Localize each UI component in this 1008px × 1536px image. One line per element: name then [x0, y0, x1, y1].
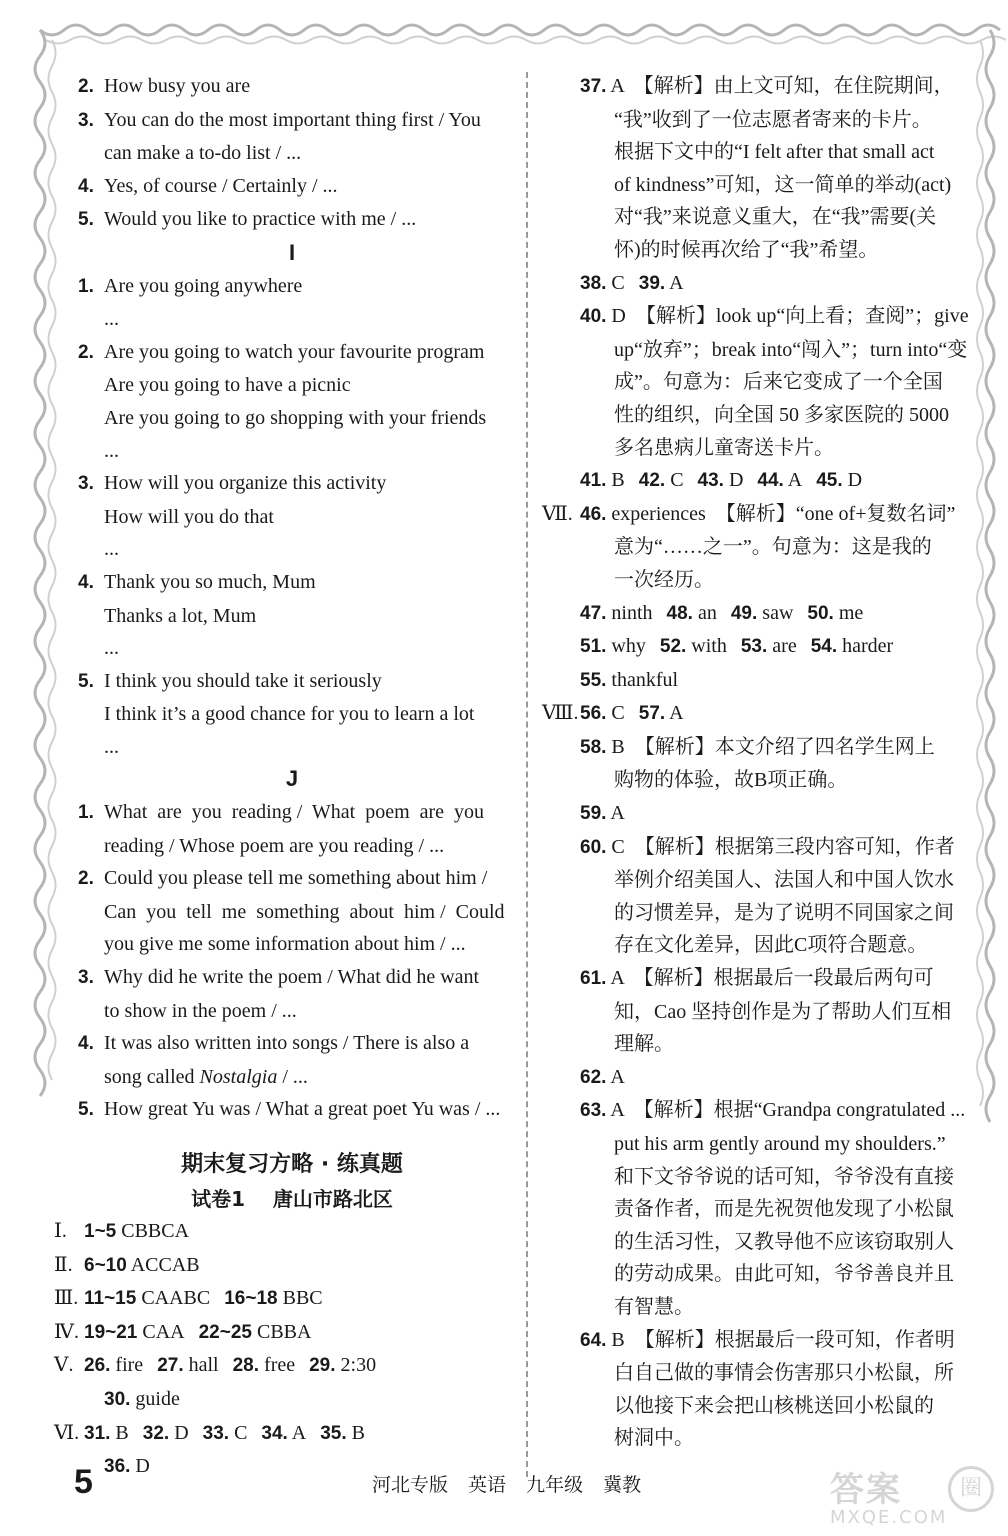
item-text: It was also written into songs / There is also a	[104, 1032, 470, 1055]
answer-value: saw	[762, 601, 794, 624]
answer-value: C	[611, 702, 625, 725]
answer-key-row	[546, 1061, 976, 1095]
answer-continuation: can make a to-do list / ...	[104, 142, 302, 165]
question-number: 35.	[320, 1422, 347, 1444]
answer-key-row	[546, 831, 976, 865]
answer-value: A	[669, 702, 684, 725]
explanation-continuation: 知，Cao 坚持创作是为了帮助人们互相	[614, 1000, 952, 1023]
answer-value: D 【解析】look up“向上看；查阅”；give	[611, 305, 969, 328]
explanation-continuation: 树洞中。	[614, 1427, 694, 1450]
question-number: 50.	[807, 602, 834, 624]
explanation-continuation: 白自己做的事情会伤害那只小松鼠，所	[614, 1362, 954, 1385]
question-number: 45.	[816, 470, 843, 492]
answer-value: A	[291, 1421, 307, 1444]
right-column	[542, 70, 976, 1455]
watermark-top: 答案	[830, 1470, 902, 1510]
roman-numeral: Ⅳ.	[54, 1320, 79, 1343]
answer-key-row	[546, 664, 976, 698]
item-text: How busy you are	[104, 75, 251, 97]
answer-line	[78, 862, 506, 896]
explanation-continuation: 一次经历。	[614, 568, 714, 591]
section-heading: I	[288, 239, 296, 265]
answer-value: A	[610, 1065, 625, 1088]
item-number: 3.	[78, 967, 94, 989]
answer-value: are	[772, 635, 797, 658]
roman-numeral: Ⅷ.	[542, 702, 579, 725]
answer-continuation: reading / Whose poem are you reading / ...	[104, 834, 445, 857]
answer-key-row	[546, 70, 976, 104]
footer-text: 河北专版 英语 九年级 冀教	[372, 1474, 642, 1496]
item-number: 4.	[78, 1033, 94, 1055]
item-number: 2.	[78, 868, 94, 890]
roman-numeral: Ⅱ.	[54, 1253, 73, 1276]
watermark-bottom: MXQE.COM	[830, 1507, 948, 1528]
answer-value: ninth	[611, 601, 653, 624]
question-number: 22~25	[198, 1321, 252, 1343]
answer-line	[78, 203, 506, 237]
question-number: 48.	[666, 602, 693, 624]
answer-key-row	[54, 1282, 506, 1316]
question-number: 38.	[580, 272, 607, 294]
item-number: 1.	[78, 275, 94, 297]
explanation-continuation: 存在文化差异，因此C项符合题意。	[614, 934, 928, 957]
answer-key-row	[546, 731, 976, 765]
question-number: 58.	[580, 736, 607, 758]
answer-value: D	[135, 1455, 150, 1478]
watermark-logo	[830, 1462, 1000, 1532]
question-number: 52.	[659, 636, 687, 658]
item-text: Why did he write the poem / What did he want	[104, 966, 480, 989]
question-number: 62.	[580, 1066, 607, 1088]
answer-line	[78, 665, 506, 699]
answer-value: C	[670, 469, 684, 492]
answer-value: 2:30	[340, 1354, 377, 1377]
answer-continuation: Can you tell me something about him / Could	[104, 900, 505, 923]
explanation-continuation: 性的组织，向全国 50 多家医院的 5000	[614, 403, 949, 426]
question-number: 29.	[309, 1355, 336, 1377]
answer-continuation: to show in the poem / ...	[104, 999, 297, 1022]
answer-continuation: ...	[104, 308, 119, 331]
answer-key-row	[546, 1094, 976, 1128]
question-number: 57.	[638, 703, 666, 725]
question-number: 54.	[810, 636, 838, 658]
item-text: Are you going to watch your favourite program	[104, 340, 485, 363]
answer-value: CBBA	[256, 1320, 312, 1343]
question-number: 41.	[580, 470, 607, 492]
item-number: 4.	[78, 571, 94, 593]
answer-continuation: I think it’s a good chance for you to learn a lot	[104, 703, 475, 726]
item-text: Yes, of course / Certainly / ...	[104, 174, 338, 197]
question-number: 32.	[142, 1422, 170, 1444]
column-divider	[526, 72, 528, 1477]
question-number: 33.	[202, 1422, 230, 1444]
answer-value: thankful	[611, 668, 679, 691]
answer-value: BBC	[282, 1287, 323, 1310]
answer-value: CAA	[142, 1320, 185, 1343]
answer-value: CBBCA	[121, 1220, 190, 1242]
explanation-continuation: 购物的体验，故B项正确。	[614, 769, 848, 792]
answer-value: A	[669, 271, 684, 294]
item-text: I think you should take it seriously	[104, 669, 382, 692]
item-text: Are you going anywhere	[104, 274, 303, 297]
question-number: 37.	[580, 76, 607, 97]
explanation-continuation: 意为“……之一”。句意为：这是我的	[614, 536, 932, 559]
answer-value: A	[610, 802, 625, 825]
question-number: 6~10	[84, 1254, 127, 1276]
roman-numeral: Ⅴ.	[54, 1354, 74, 1377]
question-number: 59.	[580, 803, 607, 825]
explanation-continuation: 的劳动成果。由此可知，爷爷善良并且	[614, 1263, 954, 1286]
exam-title: 期末复习方略 · 练真题	[181, 1152, 403, 1177]
answer-value: fire	[115, 1354, 144, 1377]
answer-continuation: song called Nostalgia / ...	[104, 1065, 308, 1088]
explanation-continuation: 和下文爷爷说的话可知，爷爷没有直接	[614, 1165, 954, 1188]
question-number: 36.	[104, 1456, 131, 1478]
item-number: 5.	[78, 1099, 94, 1121]
item-text: How will you organize this activity	[104, 472, 387, 495]
explanation-continuation: 以他接下来会把山核桃送回小松鼠的	[614, 1394, 934, 1417]
answer-line	[78, 796, 506, 830]
roman-numeral: Ⅲ.	[54, 1287, 79, 1310]
answer-line	[78, 104, 506, 138]
answer-value: experiences 【解析】“one of+复数名词”	[611, 502, 956, 525]
item-number: 5.	[78, 209, 94, 231]
answer-value: ACCAB	[130, 1253, 200, 1276]
question-number: 60.	[580, 836, 607, 858]
answer-value: why	[611, 635, 646, 658]
explanation-continuation: 怀)的时候再次给了“我”希望。	[614, 238, 879, 261]
explanation-continuation: 的生活习性，又教导他不应该窃取别人	[614, 1230, 954, 1253]
question-number: 51.	[580, 636, 607, 658]
italic-title: Nostalgia	[199, 1065, 278, 1088]
question-number: 31.	[84, 1422, 111, 1444]
item-text: How great Yu was / What a great poet Yu was / ...	[104, 1098, 501, 1121]
question-number: 30.	[104, 1388, 131, 1410]
item-number: 2.	[78, 76, 94, 97]
roman-numeral: Ⅶ.	[542, 502, 573, 525]
item-text: What are you reading / What poem are you	[104, 801, 485, 824]
question-number: 64.	[580, 1329, 607, 1351]
answer-key-row	[546, 962, 976, 996]
answer-continuation: ...	[104, 735, 119, 758]
answer-key-row	[546, 267, 976, 301]
answer-key-row	[546, 630, 976, 664]
answer-value: with	[691, 635, 727, 658]
answer-continuation: ...	[104, 637, 119, 660]
item-number: 3.	[78, 473, 94, 495]
answer-key-row	[542, 697, 976, 731]
question-number: 28.	[232, 1355, 260, 1377]
question-number: 11~15	[84, 1288, 137, 1310]
answer-value: A 【解析】由上文可知，在住院期间，	[610, 75, 954, 97]
question-number: 56.	[580, 703, 607, 725]
item-text: Thank you so much, Mum	[104, 570, 316, 593]
exam-subtitle: 试卷1 唐山市路北区	[191, 1187, 393, 1211]
answer-key-row	[546, 797, 976, 831]
answer-value: D	[728, 469, 744, 492]
explanation-continuation: put his arm gently around my shoulders.”	[614, 1133, 946, 1155]
question-number: 26.	[84, 1355, 111, 1377]
question-number: 49.	[730, 602, 758, 624]
explanation-continuation: “我”收到了一位志愿者寄来的卡片。	[614, 108, 932, 131]
watermark-circle: 圈	[948, 1466, 994, 1512]
explanation-continuation: 责备作者，而是先祝贺他发现了小松鼠	[614, 1198, 954, 1221]
answer-key-row	[546, 597, 976, 631]
answer-value: guide	[135, 1387, 180, 1410]
answer-continuation: ...	[104, 439, 119, 462]
explanation-continuation: 举例介绍美国人、法国人和中国人饮水	[614, 869, 954, 892]
answer-value: C	[234, 1421, 248, 1444]
answer-continuation: ...	[104, 538, 119, 561]
answer-line	[78, 170, 506, 204]
question-number: 19~21	[84, 1321, 138, 1343]
answer-value: hall	[188, 1354, 219, 1377]
roman-numeral: Ⅰ.	[54, 1220, 67, 1242]
question-number: 55.	[580, 669, 607, 691]
answer-key-row	[54, 1417, 506, 1451]
page-number: 5	[74, 1463, 93, 1501]
answer-line	[78, 467, 506, 501]
question-number: 16~18	[224, 1288, 278, 1310]
answer-line	[78, 270, 506, 304]
explanation-continuation: 对“我”来说意义重大，在“我”需要(关	[614, 206, 937, 229]
answer-value: B 【解析】根据最后一段可知，作者明	[611, 1328, 955, 1351]
answer-key-row	[546, 300, 976, 334]
answer-value: B 【解析】本文介绍了四名学生网上	[611, 735, 935, 758]
answer-key-row	[54, 1249, 506, 1283]
question-number: 47.	[580, 602, 607, 624]
answer-key-row	[54, 1316, 506, 1350]
answer-value: B	[351, 1421, 365, 1444]
answer-value: B	[115, 1421, 129, 1444]
answer-value: harder	[842, 635, 894, 658]
explanation-continuation: 的习惯差异，是为了说明不同国家之间	[614, 901, 954, 924]
answer-value: free	[264, 1354, 296, 1377]
question-number: 39.	[638, 272, 666, 294]
answer-line	[78, 336, 506, 370]
section-heading: J	[285, 766, 299, 792]
question-number: 1~5	[84, 1221, 117, 1242]
answer-value: A 【解析】根据“Grandpa congratulated ...	[610, 1099, 966, 1122]
answer-value: C	[611, 271, 625, 294]
question-number: 40.	[580, 306, 607, 328]
answer-value: A 【解析】根据最后一段最后两句可	[610, 967, 934, 990]
question-number: 27.	[157, 1355, 184, 1377]
question-number: 34.	[261, 1422, 288, 1444]
item-number: 3.	[78, 109, 94, 131]
answer-key-row	[90, 1383, 506, 1417]
question-number: 44.	[757, 470, 784, 492]
answer-value: C 【解析】根据第三段内容可知，作者	[611, 835, 955, 858]
answer-line	[78, 566, 506, 600]
answer-value: B	[611, 469, 625, 492]
item-text: You can do the most important thing first / You	[104, 108, 481, 131]
question-number: 42.	[638, 470, 666, 492]
item-number: 2.	[78, 341, 94, 363]
question-number: 46.	[580, 503, 607, 525]
item-number: 1.	[78, 802, 94, 824]
answer-continuation: you give me some information about him / ...	[104, 933, 466, 956]
item-number: 4.	[78, 175, 94, 197]
item-text: Would you like to practice with me / ...	[104, 208, 417, 231]
answer-line	[78, 70, 506, 104]
answer-key-row	[546, 1324, 976, 1358]
answer-value: me	[838, 601, 864, 624]
explanation-continuation: 成”。句意为：后来它变成了一个全国	[614, 371, 943, 394]
roman-numeral: Ⅵ.	[54, 1421, 80, 1444]
question-number: 43.	[697, 470, 724, 492]
answer-line	[78, 961, 506, 995]
answer-continuation: Thanks a lot, Mum	[104, 604, 257, 627]
explanation-continuation: of kindness”可知，这一简单的举动(act)	[614, 173, 952, 196]
item-text: Could you please tell me something about him /	[104, 867, 488, 890]
answer-key-block	[54, 1215, 506, 1484]
answer-value: CAABC	[141, 1287, 211, 1310]
answer-key-row	[54, 1215, 506, 1249]
answer-value: A	[787, 469, 803, 492]
question-number: 61.	[580, 968, 607, 990]
explanation-continuation: 有智慧。	[614, 1295, 694, 1318]
question-number: 63.	[580, 1100, 607, 1122]
answer-value: an	[697, 601, 717, 624]
question-number: 53.	[740, 636, 768, 658]
answer-line	[78, 1093, 506, 1127]
explanation-continuation: 多名患病儿童寄送卡片。	[614, 436, 834, 459]
item-number: 5.	[78, 670, 94, 692]
explanation-continuation: 根据下文中的“I felt after that small act	[614, 141, 935, 164]
answer-line	[78, 1027, 506, 1061]
explanation-continuation: 理解。	[614, 1033, 674, 1056]
answer-continuation: How will you do that	[104, 505, 274, 528]
answer-key-row	[546, 464, 976, 498]
answer-continuation: Are you going to go shopping with your friends	[104, 406, 487, 429]
answer-value: D	[174, 1421, 189, 1444]
answer-value: D	[847, 469, 863, 492]
explanation-continuation: up“放弃”；break into“闯入”；turn into“变	[614, 338, 968, 361]
answer-key-row	[54, 1349, 506, 1383]
answer-continuation: Are you going to have a picnic	[104, 374, 351, 397]
left-column	[54, 70, 506, 1484]
answer-key-row	[542, 498, 976, 532]
